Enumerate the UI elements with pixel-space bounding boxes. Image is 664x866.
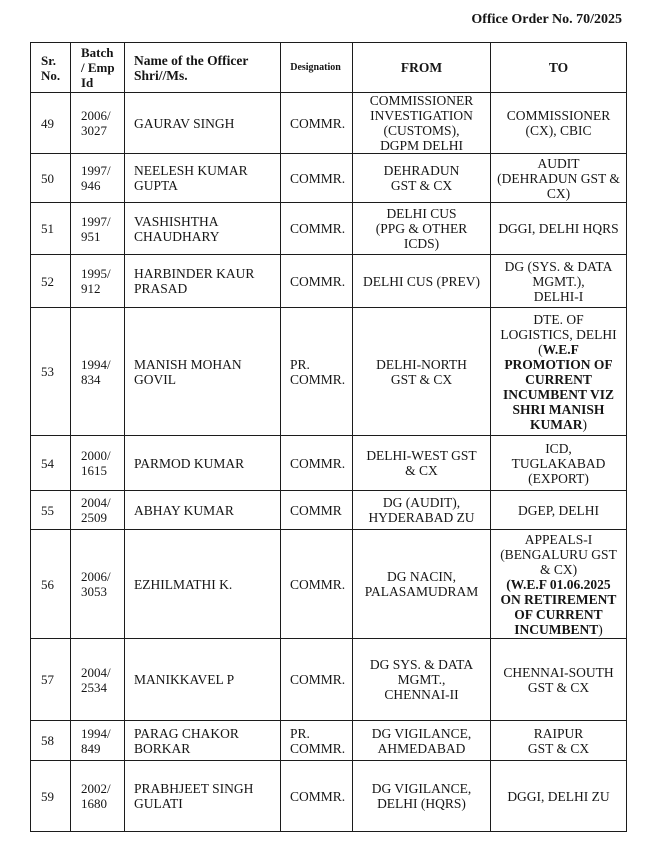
batch-cell: 1994/ 834 — [71, 308, 125, 436]
from-cell: DELHI CUS (PREV) — [353, 255, 491, 308]
designation-cell: PR. COMMR. — [281, 721, 353, 761]
designation-cell: COMMR. — [281, 436, 353, 491]
table-row — [31, 761, 627, 832]
sr-no-cell: 56 — [31, 530, 71, 639]
from-cell: DEHRADUN GST & CX — [353, 154, 491, 203]
header-to: TO — [491, 43, 627, 93]
officer-name-cell: GAURAV SINGH — [125, 93, 281, 154]
to-note-bold: W.E.F PROMOTION OF CURRENT INCUMBENT VIZ SHRI MANISH KUMAR — [503, 341, 614, 432]
from-cell: DG (AUDIT), HYDERABAD ZU — [353, 491, 491, 530]
sr-no-cell: 49 — [31, 93, 71, 154]
officer-name-cell: NEELESH KUMAR GUPTA — [125, 154, 281, 203]
sr-no-cell: 50 — [31, 154, 71, 203]
batch-cell: 1995/ 912 — [71, 255, 125, 308]
designation-cell: COMMR. — [281, 255, 353, 308]
table-row — [31, 639, 627, 721]
table-row — [31, 255, 627, 308]
from-cell: COMMISSIONER INVESTIGATION (CUSTOMS), DGPM DELHI — [353, 93, 491, 154]
from-cell: DG VIGILANCE, AHMEDABAD — [353, 721, 491, 761]
header-from: FROM — [353, 43, 491, 93]
table-row — [31, 721, 627, 761]
batch-cell: 1994/ 849 — [71, 721, 125, 761]
sr-no-cell: 54 — [31, 436, 71, 491]
to-cell: DGGI, DELHI HQRS — [491, 203, 627, 255]
officer-name-cell: VASHISHTHA CHAUDHARY — [125, 203, 281, 255]
table-row — [31, 154, 627, 203]
to-cell: ICD, TUGLAKABAD (EXPORT) — [491, 436, 627, 491]
posting-table — [30, 42, 627, 832]
from-cell: DELHI CUS (PPG & OTHER ICDS) — [353, 203, 491, 255]
batch-cell: 2006/ 3027 — [71, 93, 125, 154]
to-text: APPEALS-I (BENGALURU GST & CX) — [500, 531, 617, 577]
sr-no-cell: 52 — [31, 255, 71, 308]
sr-no-cell: 57 — [31, 639, 71, 721]
table-row — [31, 436, 627, 491]
from-cell: DG VIGILANCE, DELHI (HQRS) — [353, 761, 491, 832]
to-cell: DGGI, DELHI ZU — [491, 761, 627, 832]
officer-name-cell: EZHILMATHI K. — [125, 530, 281, 639]
from-cell: DELHI-NORTH GST & CX — [353, 308, 491, 436]
designation-cell: COMMR. — [281, 93, 353, 154]
officer-name-cell: PARAG CHAKOR BORKAR — [125, 721, 281, 761]
to-note-close: ) — [598, 621, 603, 637]
table-row — [31, 203, 627, 255]
officer-name-cell: MANIKKAVEL P — [125, 639, 281, 721]
sr-no-cell: 55 — [31, 491, 71, 530]
from-cell: DG NACIN, PALASAMUDRAM — [353, 530, 491, 639]
table-row — [31, 530, 627, 639]
from-cell: DELHI-WEST GST & CX — [353, 436, 491, 491]
sr-no-cell: 53 — [31, 308, 71, 436]
to-cell: RAIPUR GST & CX — [491, 721, 627, 761]
batch-cell: 2004/ 2509 — [71, 491, 125, 530]
table-row — [31, 491, 627, 530]
officer-name-cell: PRABHJEET SINGH GULATI — [125, 761, 281, 832]
to-cell: DGEP, DELHI — [491, 491, 627, 530]
header-officer-name: Name of the Officer Shri//Ms. — [125, 43, 281, 93]
designation-cell: COMMR — [281, 491, 353, 530]
from-cell: DG SYS. & DATA MGMT., CHENNAI-II — [353, 639, 491, 721]
batch-cell: 2004/ 2534 — [71, 639, 125, 721]
sr-no-cell: 58 — [31, 721, 71, 761]
batch-cell: 2002/ 1680 — [71, 761, 125, 832]
table-row — [31, 308, 627, 436]
office-order-number: Office Order No. 70/2025 — [471, 12, 622, 27]
designation-cell: COMMR. — [281, 530, 353, 639]
designation-cell: COMMR. — [281, 639, 353, 721]
table-row — [31, 93, 627, 154]
batch-cell: 1997/ 946 — [71, 154, 125, 203]
officer-name-cell: MANISH MOHAN GOVIL — [125, 308, 281, 436]
to-cell: CHENNAI-SOUTH GST & CX — [491, 639, 627, 721]
sr-no-cell: 59 — [31, 761, 71, 832]
officer-name-cell: HARBINDER KAUR PRASAD — [125, 255, 281, 308]
to-text: DTE. OF LOGISTICS, DELHI ( — [500, 311, 617, 357]
to-cell — [491, 530, 627, 639]
header-sr-no: Sr. No. — [31, 43, 71, 93]
designation-cell: PR. COMMR. — [281, 308, 353, 436]
batch-cell: 2006/ 3053 — [71, 530, 125, 639]
officer-name-cell: PARMOD KUMAR — [125, 436, 281, 491]
designation-cell: COMMR. — [281, 203, 353, 255]
to-note-bold: (W.E.F 01.06.2025 ON RETIREMENT OF CURRENT INCUMBENT — [500, 576, 617, 637]
to-cell — [491, 308, 627, 436]
batch-cell: 1997/ 951 — [71, 203, 125, 255]
to-note-close: ) — [582, 416, 587, 432]
officer-name-cell: ABHAY KUMAR — [125, 491, 281, 530]
batch-cell: 2000/ 1615 — [71, 436, 125, 491]
sr-no-cell: 51 — [31, 203, 71, 255]
to-cell: AUDIT (DEHRADUN GST & CX) — [491, 154, 627, 203]
header-designation: Designation — [281, 43, 353, 93]
designation-cell: COMMR. — [281, 761, 353, 832]
header-batch-emp-id: Batch / Emp Id — [71, 43, 125, 93]
designation-cell: COMMR. — [281, 154, 353, 203]
table-header-row — [31, 43, 627, 93]
to-cell: DG (SYS. & DATA MGMT.), DELHI-I — [491, 255, 627, 308]
to-cell: COMMISSIONER (CX), CBIC — [491, 93, 627, 154]
